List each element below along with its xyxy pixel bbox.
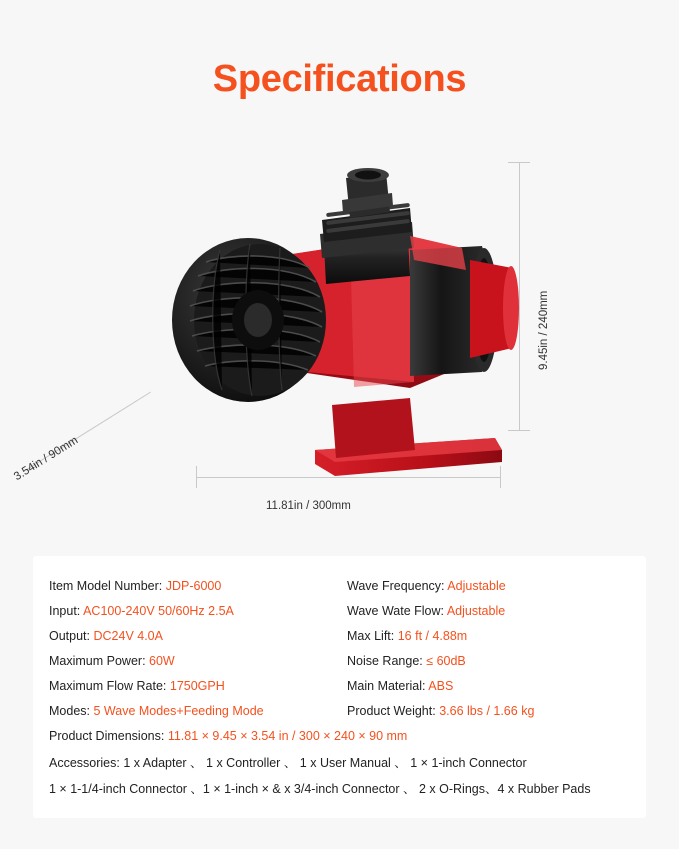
spec-value: 5 Wave Modes+Feeding Mode bbox=[93, 704, 264, 718]
spec-value: Adjustable bbox=[446, 604, 506, 618]
spec-label: Product Weight: bbox=[347, 704, 436, 718]
spec-label: Product Dimensions: bbox=[49, 729, 165, 743]
spec-row bbox=[347, 674, 634, 699]
specifications-grid bbox=[49, 574, 634, 801]
spec-label: Main Material: bbox=[347, 679, 426, 693]
spec-value: AC100-240V 50/60Hz 2.5A bbox=[83, 604, 234, 618]
spec-value: 60W bbox=[149, 654, 175, 668]
spec-label: Wave Wate Flow: bbox=[347, 604, 445, 618]
spec-value: ABS bbox=[428, 679, 454, 693]
spec-label: Input: bbox=[49, 604, 81, 618]
spec-label: Output: bbox=[49, 629, 90, 643]
spec-value: 16 ft / 4.88m bbox=[397, 629, 468, 643]
spec-row bbox=[49, 649, 347, 674]
spec-row bbox=[347, 699, 634, 724]
spec-value: 11.81 × 9.45 × 3.54 in / 300 × 240 × 90 mm bbox=[167, 729, 408, 743]
spec-row bbox=[49, 599, 347, 624]
spec-label: Maximum Power: bbox=[49, 654, 146, 668]
width-dimension-label: 11.81in / 300mm bbox=[266, 500, 351, 512]
spec-value: ≤ 60dB bbox=[426, 654, 466, 668]
accessories-line-1: Accessories: 1 x Adapter 、 1 x Controller 、 1 x User Manual 、 1 × 1-inch Connector bbox=[49, 756, 527, 770]
depth-dimension-label: 3.54in / 90mm bbox=[12, 434, 81, 484]
spec-value: Adjustable bbox=[447, 579, 506, 593]
spec-row bbox=[49, 574, 347, 599]
spec-row bbox=[347, 624, 634, 649]
spec-label: Wave Frequency: bbox=[347, 579, 445, 593]
spec-row bbox=[49, 624, 347, 649]
page-title: Specifications bbox=[212, 58, 467, 100]
spec-label: Maximum Flow Rate: bbox=[49, 679, 167, 693]
spec-label: Item Model Number: bbox=[49, 579, 163, 593]
spec-row bbox=[347, 649, 634, 674]
pump-image bbox=[110, 150, 530, 520]
spec-value: 1750GPH bbox=[169, 679, 225, 693]
spec-left-column bbox=[49, 574, 347, 724]
spec-label: Noise Range: bbox=[347, 654, 423, 668]
spec-label: Modes: bbox=[49, 704, 90, 718]
spec-value: 3.66 lbs / 1.66 kg bbox=[439, 704, 535, 718]
spec-row bbox=[49, 674, 347, 699]
spec-row bbox=[49, 699, 347, 724]
spec-row-dimensions bbox=[49, 724, 634, 749]
specifications-card bbox=[33, 556, 646, 818]
spec-label: Max Lift: bbox=[347, 629, 395, 643]
accessories-line-2: 1 × 1-1/4-inch Connector 、1 × 1-inch × & x 3/4-inch Connector 、 2 x O-Rings、4 x Rubber Pads bbox=[49, 782, 591, 796]
spec-value: DC24V 4.0A bbox=[93, 629, 163, 643]
height-dimension-label: 9.45in / 240mm bbox=[538, 290, 550, 370]
spec-row bbox=[347, 599, 634, 624]
spec-value: JDP-6000 bbox=[165, 579, 222, 593]
spec-row bbox=[347, 574, 634, 599]
product-illustration bbox=[0, 140, 679, 550]
spec-right-column bbox=[347, 574, 634, 724]
